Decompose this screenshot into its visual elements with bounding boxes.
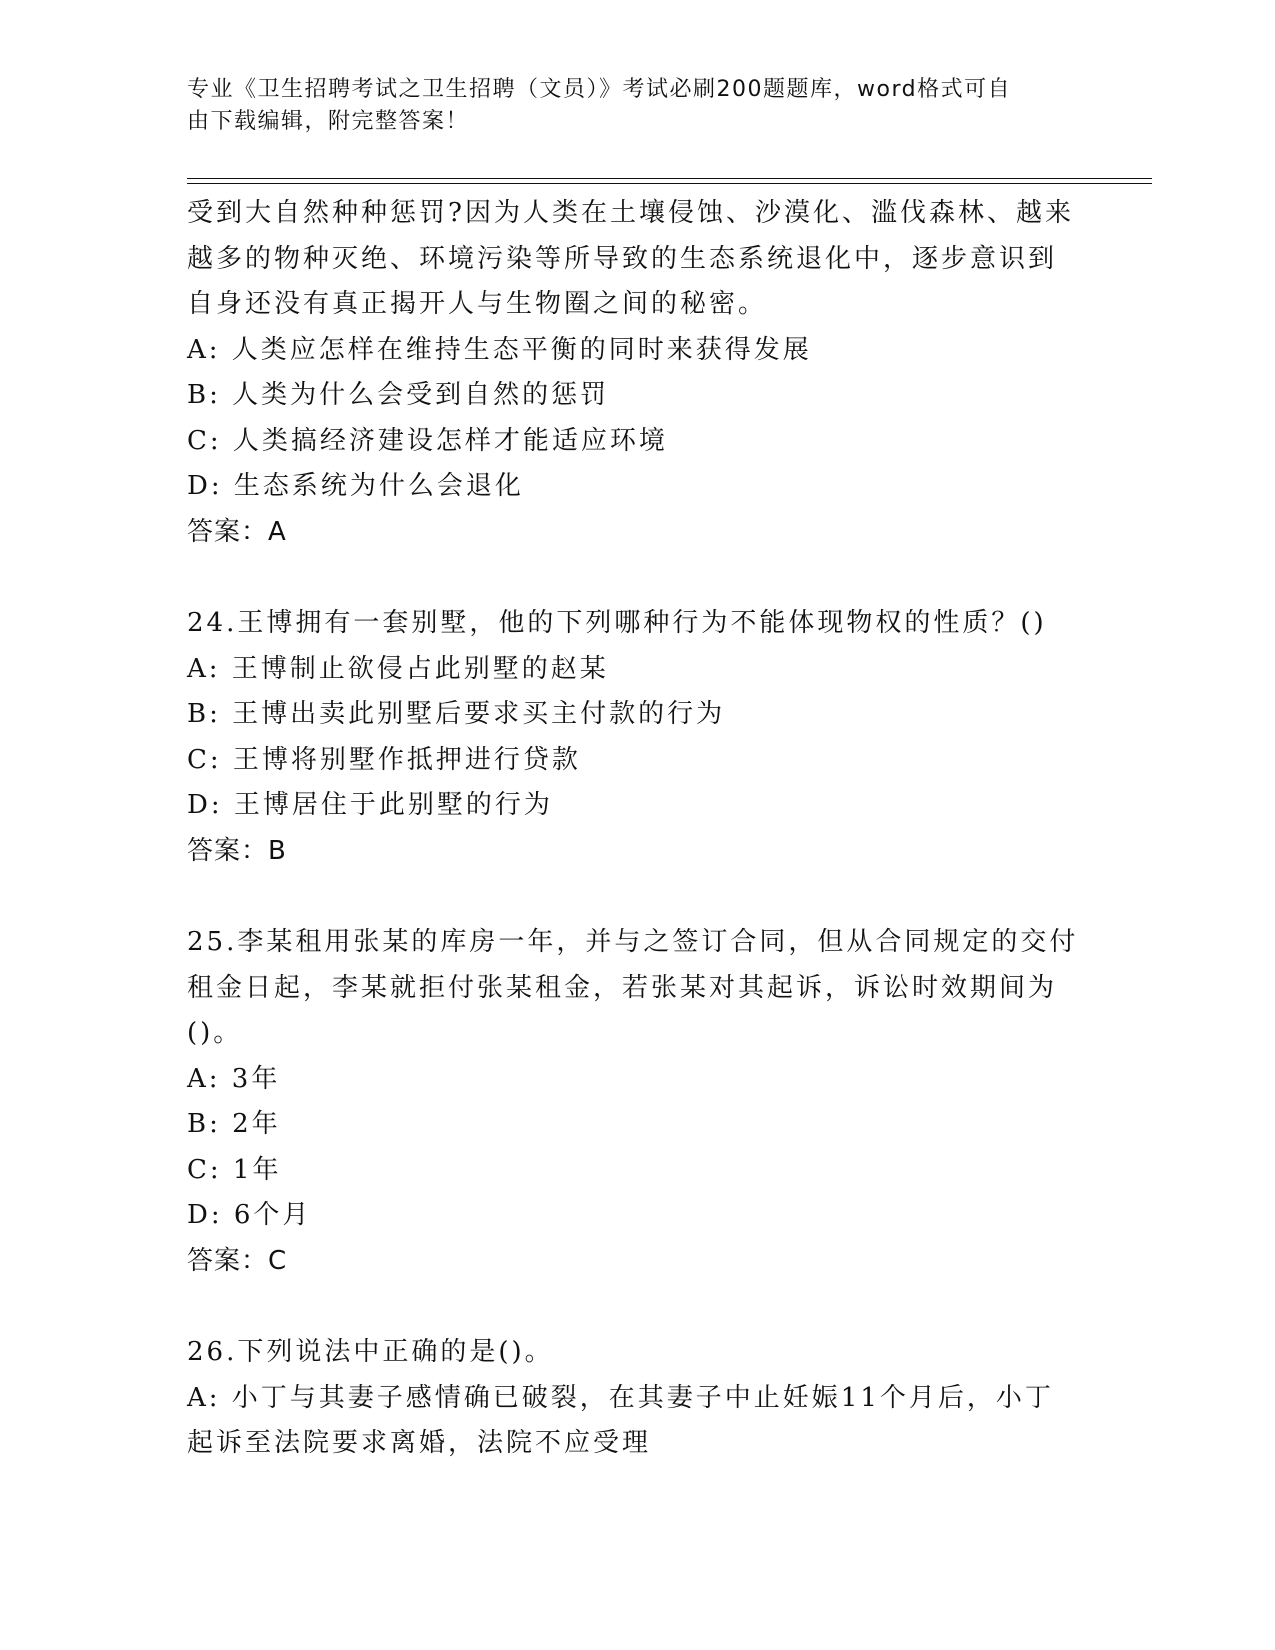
- question-text-line: 自身还没有真正揭开人与生物圈之间的秘密。: [187, 289, 768, 319]
- option-c: C: 1年: [187, 1154, 282, 1185]
- question-text-line: 25.李某租用张某的库房一年，并与之签订合同，但从合同规定的交付: [187, 927, 1079, 957]
- option-a-continued: 起诉至法院要求离婚，法院不应受理: [187, 1428, 652, 1458]
- question-text-line: ()。: [187, 1018, 243, 1048]
- question-text-line: 24.王博拥有一套别墅，他的下列哪种行为不能体现物权的性质？(): [187, 608, 1047, 638]
- question-text-line: 26.下列说法中正确的是()。: [187, 1337, 554, 1367]
- question-23: [187, 191, 1087, 555]
- question-text-line: 受到大自然种种惩罚?因为人类在土壤侵蚀、沙漠化、滥伐森林、越来: [187, 198, 1074, 228]
- question-text-line: 越多的物种灭绝、环境污染等所导致的生态系统退化中，逐步意识到: [187, 243, 1058, 274]
- option-c: C: 人类搞经济建设怎样才能适应环境: [187, 425, 668, 456]
- question-list: [187, 191, 1087, 1467]
- answer: 答案：B: [187, 835, 287, 866]
- option-b: B: 2年: [187, 1109, 281, 1139]
- question-26: [187, 1330, 1087, 1467]
- document-header: [187, 74, 1067, 138]
- option-d: D: 6个月: [187, 1200, 312, 1230]
- header-rule-bottom: [187, 183, 1152, 184]
- question-24: [187, 601, 1087, 874]
- option-d: D: 王博居住于此别墅的行为: [187, 790, 553, 820]
- option-a: A: 人类应怎样在维持生态平衡的同时来获得发展: [187, 334, 812, 365]
- header-rule-top: [187, 178, 1152, 179]
- question-text-line: 租金日起，李某就拒付张某租金，若张某对其起诉，诉讼时效期间为: [187, 972, 1058, 1003]
- header-line-1: 专业《卫生招聘考试之卫生招聘（文员）》考试必刷200题题库，word格式可自: [187, 77, 1012, 102]
- option-a: A: 3年: [187, 1063, 281, 1094]
- header-line-2: 由下载编辑，附完整答案！: [187, 109, 470, 134]
- option-b: B: 王博出卖此别墅后要求买主付款的行为: [187, 699, 726, 729]
- answer: 答案：C: [187, 1245, 288, 1276]
- option-a: A: 小丁与其妻子感情确已破裂，在其妻子中止妊娠11个月后，小丁: [187, 1382, 1054, 1413]
- question-25: [187, 920, 1087, 1284]
- option-a: A: 王博制止欲侵占此别墅的赵某: [187, 653, 609, 684]
- answer: 答案：A: [187, 516, 287, 547]
- option-c: C: 王博将别墅作抵押进行贷款: [187, 744, 581, 775]
- option-d: D: 生态系统为什么会退化: [187, 471, 524, 501]
- option-b: B: 人类为什么会受到自然的惩罚: [187, 380, 610, 410]
